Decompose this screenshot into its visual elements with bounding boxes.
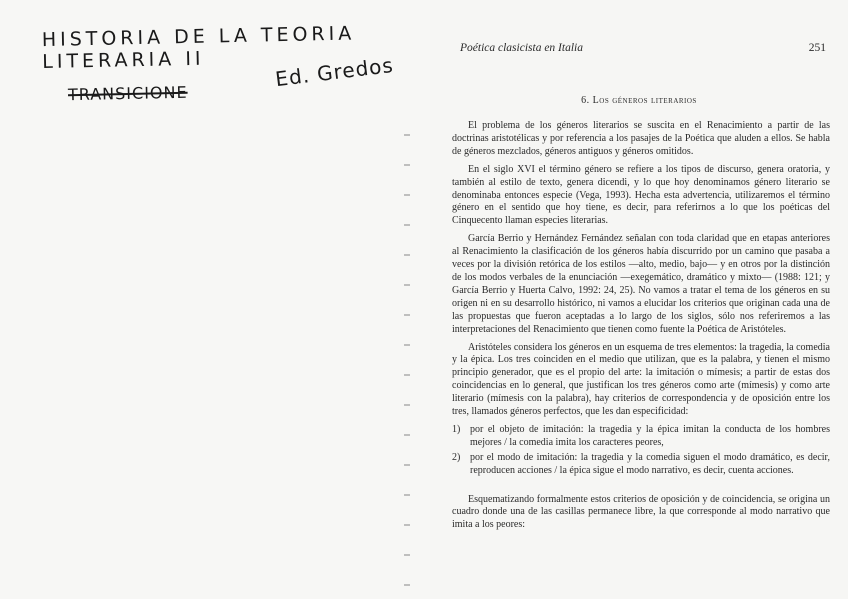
right-page	[430, 0, 848, 599]
paragraph: El problema de los géneros literarios se suscita en el Renacimiento a partir de las doctrinas aristotélicas y por referencia a los pasajes de la Poética que aluden a ellos. Se habla de géneros mezclados, géneros antiguos y géneros omitidos.	[452, 120, 830, 157]
handwritten-publisher: Ed. Gredos	[273, 52, 396, 92]
list-marker: 1)	[452, 423, 461, 435]
list-text: por el objeto de imitación: la tragedia y la épica imitan la conducta de los hombres mejores / la comedia imita los caracteres peores,	[470, 423, 830, 448]
running-head: Poética clasicista en Italia	[460, 42, 583, 54]
paragraph: En el siglo XVI el término género se refiere a los tipos de discurso, genera oratoria, y también al estilo de texto, genera dicendi, y lo que hoy denominamos género literario se denominaba entonces especie (Vega, 1993). Hecha esta advertencia, utilizaremos el término género en el sentido que hoy tiene, es decir, para referirnos a lo que los poéticas del Cinquecento llaman especies literarias.	[452, 163, 830, 227]
list-item	[452, 452, 830, 478]
criteria-list	[452, 424, 830, 478]
handwritten-title: HISTORIA DE LA TEORIA LITERARIA II	[41, 22, 356, 74]
page-number: 251	[808, 42, 826, 54]
list-item	[452, 424, 830, 450]
body-text	[452, 120, 830, 537]
closing-paragraph: Esquematizando formalmente estos criterios de oposición y de coincidencia, se origina un cuadro donde una de las casillas permanece libre, la que corresponde al modo narrativo que imita a los peores:	[452, 493, 830, 531]
paragraph: Aristóteles considera los géneros en un esquema de tres elementos: la tragedia, la comedia y la épica. Los tres coinciden en el medio que utilizan, que es la palabra, y tienen el mismo principio generador, que es el propio del arte: la imitación o mímesis; a partir de estas dos coincidencias en lo general, que justifican los tres géneros como arte (mímesis) y como arte literario (mímesis con la palabra), hay criterios de correspondencia y de oposición entre los tres, llamados géneros perfectos, que les dan especificidad:	[452, 341, 830, 418]
list-text: por el modo de imitación: la tragedia y la comedia siguen el modo dramático, es decir, reproducen acciones / la épica sigue el modo narrativo, es decir, cuenta acciones.	[470, 451, 830, 476]
list-marker: 2)	[452, 451, 461, 463]
struck-out-handwriting: TRANSICIONE	[67, 82, 188, 105]
section-title: 6. Los géneros literarios	[581, 95, 697, 106]
paragraph: García Berrio y Hernández Fernández señalan con toda claridad que en etapas anteriores al Renacimiento la clasificación de los géneros había discurrido por un camino que pasaba a veces por la división retórica de los estilos —alto, medio, bajo— y en otros por la distinción de los modos verbales de la enunciación —exegemático, dramático y mixto— (1988: 121; y García Berrio y Huerta Calvo, 1992: 24, 25). No vamos a tratar el tema de los géneros en su origen ni en su desarrollo histórico, ni vamos a elucidar los criterios que originan cada una de las propuestas que fueron aceptadas a lo largo de los siglos, sólo nos referiremos a las interpretaciones del Renacimiento que tienen como fuente la Poética de Aristóteles.	[452, 233, 830, 335]
page-edge-marks	[404, 120, 410, 590]
